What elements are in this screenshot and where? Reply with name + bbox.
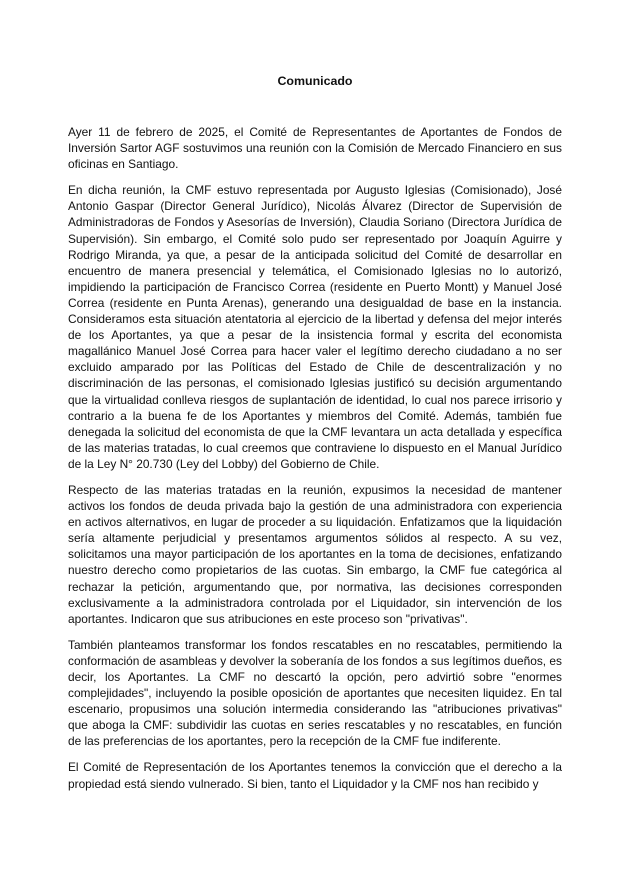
paragraph-topics: Respecto de las materias tratadas en la reunión, expusimos la necesidad de mantener activos los fondos de deuda privada bajo la gestión de una administradora con experiencia en activos alternativos, en lugar de proceder a su liquidación. Enfatizamos que la liquidación sería altamente perjudicial y presentamos argumentos sólidos al respecto. A su vez, solicitamos una mayor participación de los aportantes en la toma de decisiones, enfatizando nuestro derecho como propietarios de las cuotas. Sin embargo, la CMF fue categórica al rechazar la petición, argumentando que, por normativa, las decisiones corresponden exclusivamente a la administradora controlada por el Liquidador, sin intervención de los aportantes. Indicaron que sus atribuciones en este proceso son "privativas". — [68, 482, 562, 626]
document-body — [68, 124, 562, 802]
paragraph-representatives: En dicha reunión, la CMF estuvo representada por Augusto Iglesias (Comisionado), José Antonio Gaspar (Director General Jurídico), Nicolás Álvarez (Director de Supervisión de Administradoras de Fondos y Asesorías de Inversión), Claudia Soriano (Directora Jurídica de Supervisión). Sin embargo, el Comité solo pudo ser representado por Joaquín Aguirre y Rodrigo Miranda, ya que, a pesar de la anticipada solicitud del Comité de desarrollar en encuentro de manera presencial y telemática, el Comisionado Iglesias no lo autorizó, impidiendo la participación de Francisco Correa (residente en Puerto Montt) y Manuel José Correa (residente en Punta Arenas), generando una desigualdad de base en la instancia. Consideramos esta situación atentatoria al ejercicio de la libertad y defensa del mejor interés de los Aportantes, ya que a pesar de la insistencia formal y escrita del economista magallánico Manuel José Correa para hacer valer el legítimo derecho ciudadano a no ser excluido amparado por las Políticas del Estado de Chile de descentralización y no discriminación de las personas, el comisionado Iglesias justificó su decisión argumentando que la virtualidad conlleva riesgos de suplantación de identidad, lo cual nos parece irrisorio y contrario a la buena fe de los Aportantes y miembros del Comité. Además, también fue denegada la solicitud del economista de que la CMF levantara un acta detallada y específica de las materias tratadas, lo cual creemos que contraviene lo dispuesto en el Manual Jurídico de la Ley N° 20.730 (Ley del Lobby) del Gobierno de Chile. — [68, 183, 562, 471]
paragraph-meeting-intro: Ayer 11 de febrero de 2025, el Comité de Representantes de Aportantes de Fondos de Inversión Sartor AGF sostuvimos una reunión con la Comisión de Mercado Financiero en sus oficinas en Santiago. — [68, 125, 562, 172]
document-title: Comunicado — [277, 74, 353, 88]
paragraph-proposals: También planteamos transformar los fondos rescatables en no rescatables, permitiendo la conformación de asambleas y devolver la soberanía de los fondos a sus legítimos dueños, es decir, los Aportantes. La CMF no descartó la opción, pero advirtió sobre "enormes complejidades", incluyendo la posible oposición de aportantes que necesiten liquidez. En tal escenario, propusimos una solución intermedia considerando las "atribuciones privativas" que aboga la CMF: subdividir las cuotas en series rescatables y no rescatables, en función de las preferencias de los aportantes, pero la recepción de la CMF fue indiferente. — [68, 637, 562, 749]
paragraph-conviction: El Comité de Representación de los Aportantes tenemos la convicción que el derecho a la propiedad está siendo vulnerado. Si bien, tanto el Liquidador y la CMF nos han recibido y — [68, 760, 562, 791]
